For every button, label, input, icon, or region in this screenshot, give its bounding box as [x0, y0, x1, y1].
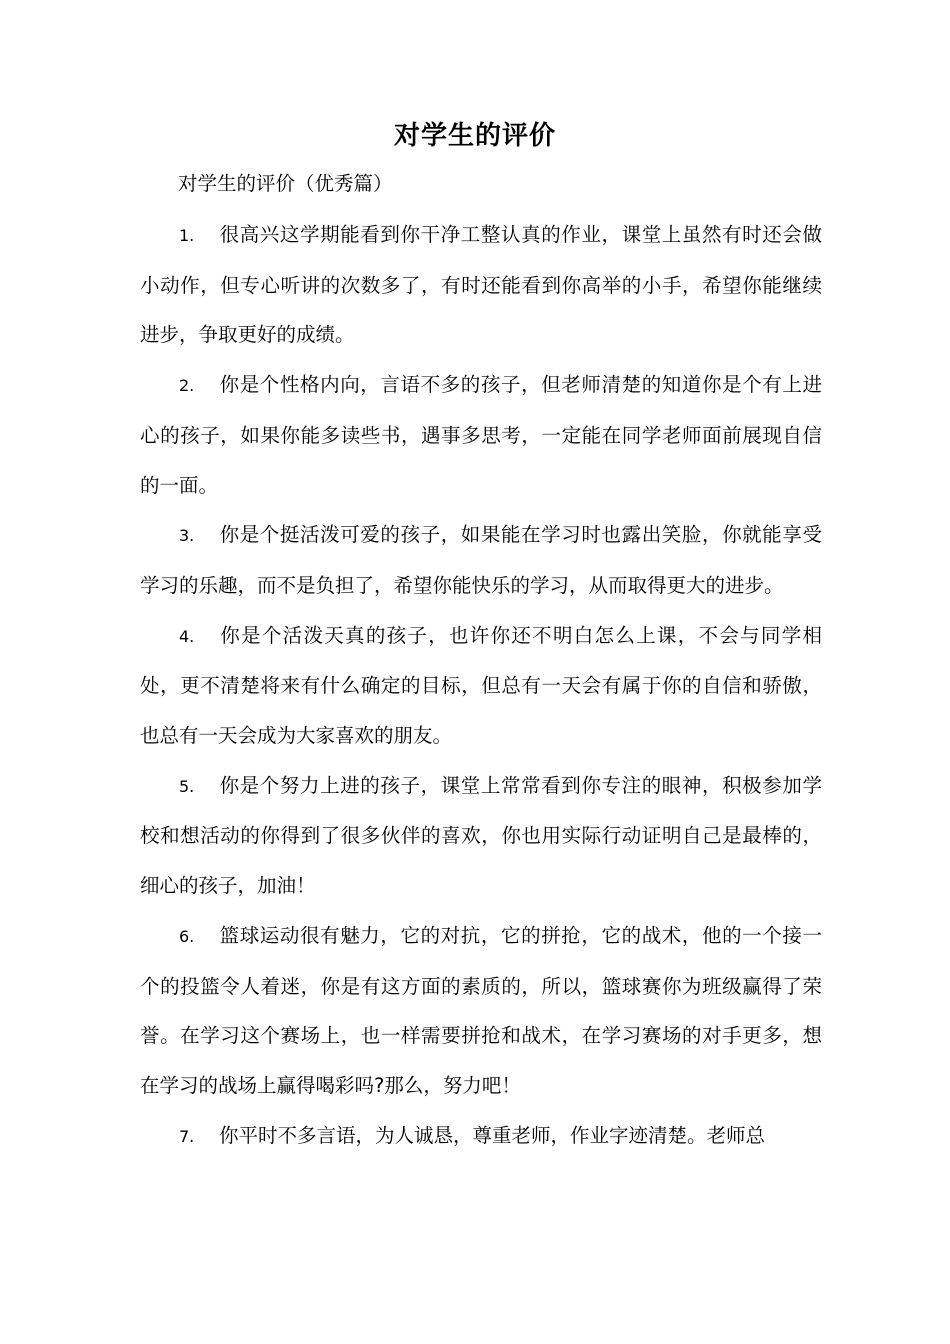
- paragraph-2: [140, 360, 822, 510]
- paragraph-number: 3.: [179, 526, 195, 546]
- paragraph-number: 4.: [179, 626, 195, 646]
- paragraph-3: [140, 510, 822, 610]
- document-title: 对学生的评价: [393, 121, 556, 151]
- paragraph-1: [140, 210, 822, 360]
- paragraph-number: 2.: [179, 376, 195, 396]
- paragraph-text: 你是个性格内向，言语不多的孩子，但老师清楚的知道你是个有上进心的孩子，如果你能多读些书，遇事多思考，一定能在同学老师面前展现自信的一面。: [140, 373, 822, 497]
- paragraph-text: 篮球运动很有魅力，它的对抗，它的拼抢，它的战术，他的一个接一个的投篮令人着迷，你是有这方面的素质的，所以，篮球赛你为班级赢得了荣誉。在学习这个赛场上，也一样需要拼抢和战术，在学习赛场的对手更多，想在学习的战场上赢得喝彩吗?那么，努力吧！: [140, 923, 822, 1097]
- paragraph-4: [140, 611, 822, 761]
- paragraph-number: 1.: [179, 226, 195, 245]
- paragraph-5: [140, 761, 822, 911]
- paragraph-number: 6.: [179, 926, 195, 946]
- paragraph-text: 你是个活泼天真的孩子，也许你还不明白怎么上课，不会与同学相处，更不清楚将来有什么确定的目标，但总有一天会有属于你的自信和骄傲，也总有一天会成为大家喜欢的朋友。: [140, 623, 822, 748]
- paragraph-text: 你是个努力上进的孩子，课堂上常常看到你专注的眼神，积极参加学校和想活动的你得到了很多伙伴的喜欢，你也用实际行动证明自己是最棒的，细心的孩子，加油！: [140, 773, 822, 898]
- document-body: [140, 210, 822, 1161]
- paragraph-6: [140, 911, 822, 1111]
- paragraph-text: 很高兴这学期能看到你干净工整认真的作业，课堂上虽然有时还会做小动作，但专心听讲的次数多了，有时还能看到你高举的小手，希望你能继续进步，争取更好的成绩。: [140, 223, 822, 347]
- document-subtitle: 对学生的评价（优秀篇）: [178, 172, 393, 195]
- paragraph-7: [140, 1111, 822, 1162]
- paragraph-text: 你平时不多言语，为人诚恳，尊重老师，作业字迹清楚。老师总: [219, 1123, 766, 1147]
- paragraph-number: 5.: [179, 776, 195, 796]
- paragraph-number: 7.: [179, 1126, 195, 1146]
- paragraph-text: 你是个挺活泼可爱的孩子，如果能在学习时也露出笑脸，你就能享受学习的乐趣，而不是负担了，希望你能快乐的学习，从而取得更大的进步。: [140, 523, 822, 597]
